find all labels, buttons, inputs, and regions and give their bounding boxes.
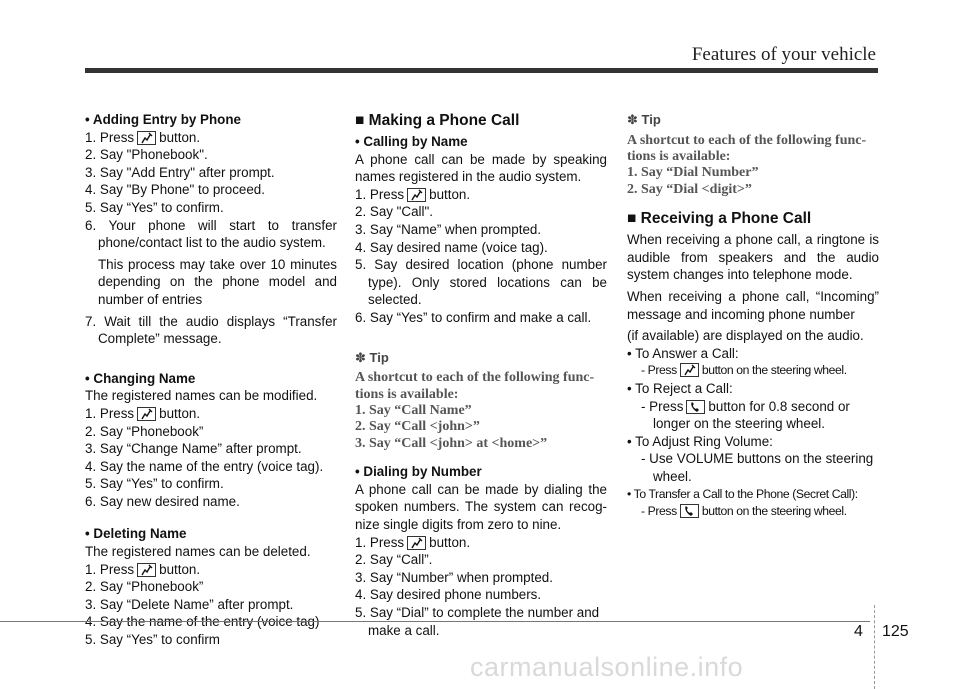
adding-step-2: 2. Say "Phonebook". bbox=[85, 147, 208, 163]
adding-step-3: 3. Say "Add Entry" after prompt. bbox=[85, 164, 275, 180]
dialing-step-2: 2. Say “Call”. bbox=[355, 552, 433, 568]
calling-step-1 bbox=[355, 186, 607, 204]
answer-call-instruction bbox=[627, 362, 879, 380]
calling-step-3: 3. Say “Name” when prompted. bbox=[355, 221, 542, 237]
header-rule bbox=[85, 68, 878, 73]
deleting-step-4 bbox=[85, 613, 337, 631]
tip-heading: ✽ Tip bbox=[355, 349, 389, 365]
tip-heading: ✽ Tip bbox=[627, 112, 661, 127]
dialing-step-5: 5. Say “Dial” to complete the number and make a call. bbox=[355, 604, 600, 638]
adding-step-1 bbox=[85, 129, 337, 147]
step-text: - Press bbox=[641, 504, 677, 519]
changing-step-2: 2. Say “Phonebook” bbox=[85, 423, 204, 439]
dialing-by-number-heading: • Dialing by Number bbox=[355, 464, 482, 480]
voice-talk-icon bbox=[137, 407, 156, 421]
column-2 bbox=[355, 111, 607, 639]
dialing-step-4: 4. Say desired phone numbers. bbox=[355, 587, 542, 603]
receiving-intro-2: When receiving a phone call, “Incoming” message and incoming phone number bbox=[627, 289, 879, 322]
answer-call-heading: • To Answer a Call: bbox=[627, 345, 739, 361]
calling-step-2: 2. Say "Call". bbox=[355, 204, 433, 220]
step-text: 1. Press bbox=[85, 129, 135, 145]
adding-entry-heading: • Adding Entry by Phone bbox=[85, 112, 241, 127]
step-text: button on the steering wheel. bbox=[701, 363, 847, 378]
calling-step-5: 5. Say desired location (phone number type). Only stored locations can be selected. bbox=[355, 257, 607, 308]
reject-call-instruction bbox=[627, 398, 879, 433]
footer-divider bbox=[874, 605, 875, 689]
step-text: button. bbox=[159, 405, 201, 421]
step-text: - Press bbox=[641, 363, 677, 378]
changing-intro: The registered names can be modified. bbox=[85, 388, 318, 404]
tip-line-4: 3. Say “Call <john> at <home>” bbox=[355, 435, 548, 451]
deleting-step-5: 5. Say “Yes” to confirm bbox=[85, 632, 220, 648]
calling-intro: A phone call can be made by speaking names registered in the audio system. bbox=[355, 151, 607, 185]
deleting-step-2: 2. Say “Phonebook” bbox=[85, 579, 204, 595]
step-text: 1. Press bbox=[355, 534, 405, 550]
adding-step-6: 6. Your phone will start to transfer phone/contact list to the audio system. bbox=[85, 217, 337, 251]
receiving-intro-1: When receiving a phone call, a ringtone is audible from speakers and the audio system changes into telephone mode. bbox=[627, 232, 879, 283]
transfer-call-instruction bbox=[627, 503, 879, 521]
step-text: button. bbox=[159, 561, 201, 577]
tip-line-2: 1. Say “Call Name” bbox=[355, 402, 472, 418]
step-text: 1. Press bbox=[355, 186, 405, 202]
calling-step-4: 4. Say desired name (voice tag). bbox=[355, 239, 548, 255]
voice-talk-icon bbox=[137, 563, 156, 577]
page-number: 125 bbox=[882, 623, 909, 640]
adjust-volume-heading: • To Adjust Ring Volume: bbox=[627, 433, 773, 449]
voice-talk-icon bbox=[680, 363, 699, 377]
changing-step-5: 5. Say “Yes” to confirm. bbox=[85, 476, 224, 492]
receiving-intro-3: (if available) are displayed on the audio. bbox=[627, 328, 864, 344]
adding-step-4: 4. Say "By Phone" to proceed. bbox=[85, 182, 265, 198]
dialing-step-3: 3. Say “Number” when prompted. bbox=[355, 569, 553, 585]
changing-step-3: 3. Say “Change Name” after prompt. bbox=[85, 441, 302, 457]
deleting-step-1 bbox=[85, 561, 337, 579]
reject-call-heading: • To Reject a Call: bbox=[627, 380, 733, 396]
changing-step-6: 6. Say new desired name. bbox=[85, 493, 240, 509]
voice-talk-icon bbox=[137, 131, 156, 145]
voice-talk-icon bbox=[407, 188, 426, 202]
receiving-call-section-title: ■ Receiving a Phone Call bbox=[627, 210, 812, 228]
step-text: 1. Press bbox=[85, 405, 135, 421]
adding-step-5: 5. Say “Yes” to confirm. bbox=[85, 199, 224, 215]
page-section-number: 4 bbox=[854, 623, 863, 640]
voice-talk-icon bbox=[407, 536, 426, 550]
calling-by-name-heading: • Calling by Name bbox=[355, 134, 468, 149]
deleting-step-3: 3. Say “Delete Name” after prompt. bbox=[85, 596, 294, 612]
step-text: - Press bbox=[641, 398, 684, 414]
adjust-volume-instruction: - Use VOLUME buttons on the steering wheel. bbox=[641, 451, 874, 484]
step-text: button on the steering wheel. bbox=[701, 504, 847, 519]
tip-line-3: 2. Say “Call <john>” bbox=[355, 419, 480, 435]
step-text: button. bbox=[429, 186, 471, 202]
deleting-intro: The registered names can be deleted. bbox=[85, 544, 311, 560]
tip-line-1: A shortcut to each of the following func-tions is available: bbox=[355, 370, 595, 402]
tip-line-2: 1. Say “Dial Number” bbox=[627, 165, 759, 181]
step-text: button. bbox=[159, 129, 201, 145]
transfer-call-heading: • To Transfer a Call to the Phone (Secret Call): bbox=[627, 486, 858, 501]
making-call-section-title: ■ Making a Phone Call bbox=[355, 112, 520, 129]
changing-name-heading: • Changing Name bbox=[85, 370, 196, 386]
dialing-step-1 bbox=[355, 534, 607, 552]
phone-handset-icon bbox=[680, 504, 699, 518]
changing-step-4: 4. Say the name of the entry (voice tag). bbox=[85, 458, 324, 474]
step-text: button for 0.8 second or longer on the steering wheel. bbox=[653, 398, 850, 432]
watermark: carmanualsonline.info bbox=[470, 652, 744, 682]
dialing-intro: A phone call can be made by dialing the spoken numbers. The system can recog-nize single digits from zero to nine. bbox=[355, 481, 607, 532]
adding-step-6-note: This process may take over 10 minutes depending on the phone model and number of entries bbox=[98, 256, 337, 307]
column-1 bbox=[85, 111, 337, 649]
step-text: 1. Press bbox=[85, 561, 135, 577]
phone-handset-icon bbox=[686, 400, 705, 414]
page-header-title: Features of your vehicle bbox=[691, 44, 876, 65]
tip-line-3: 2. Say “Dial <digit>” bbox=[627, 181, 752, 197]
column-3 bbox=[627, 111, 879, 521]
deleting-name-heading: • Deleting Name bbox=[85, 526, 187, 542]
tip-line-1: A shortcut to each of the following func-tions is available: bbox=[627, 132, 867, 164]
step-text: button. bbox=[429, 534, 471, 550]
adding-step-7: 7. Wait till the audio displays “Transfer Complete” message. bbox=[85, 313, 337, 347]
changing-step-1 bbox=[85, 405, 337, 423]
footer-rule bbox=[0, 621, 870, 622]
calling-step-6: 6. Say “Yes” to confirm and make a call. bbox=[355, 309, 592, 325]
